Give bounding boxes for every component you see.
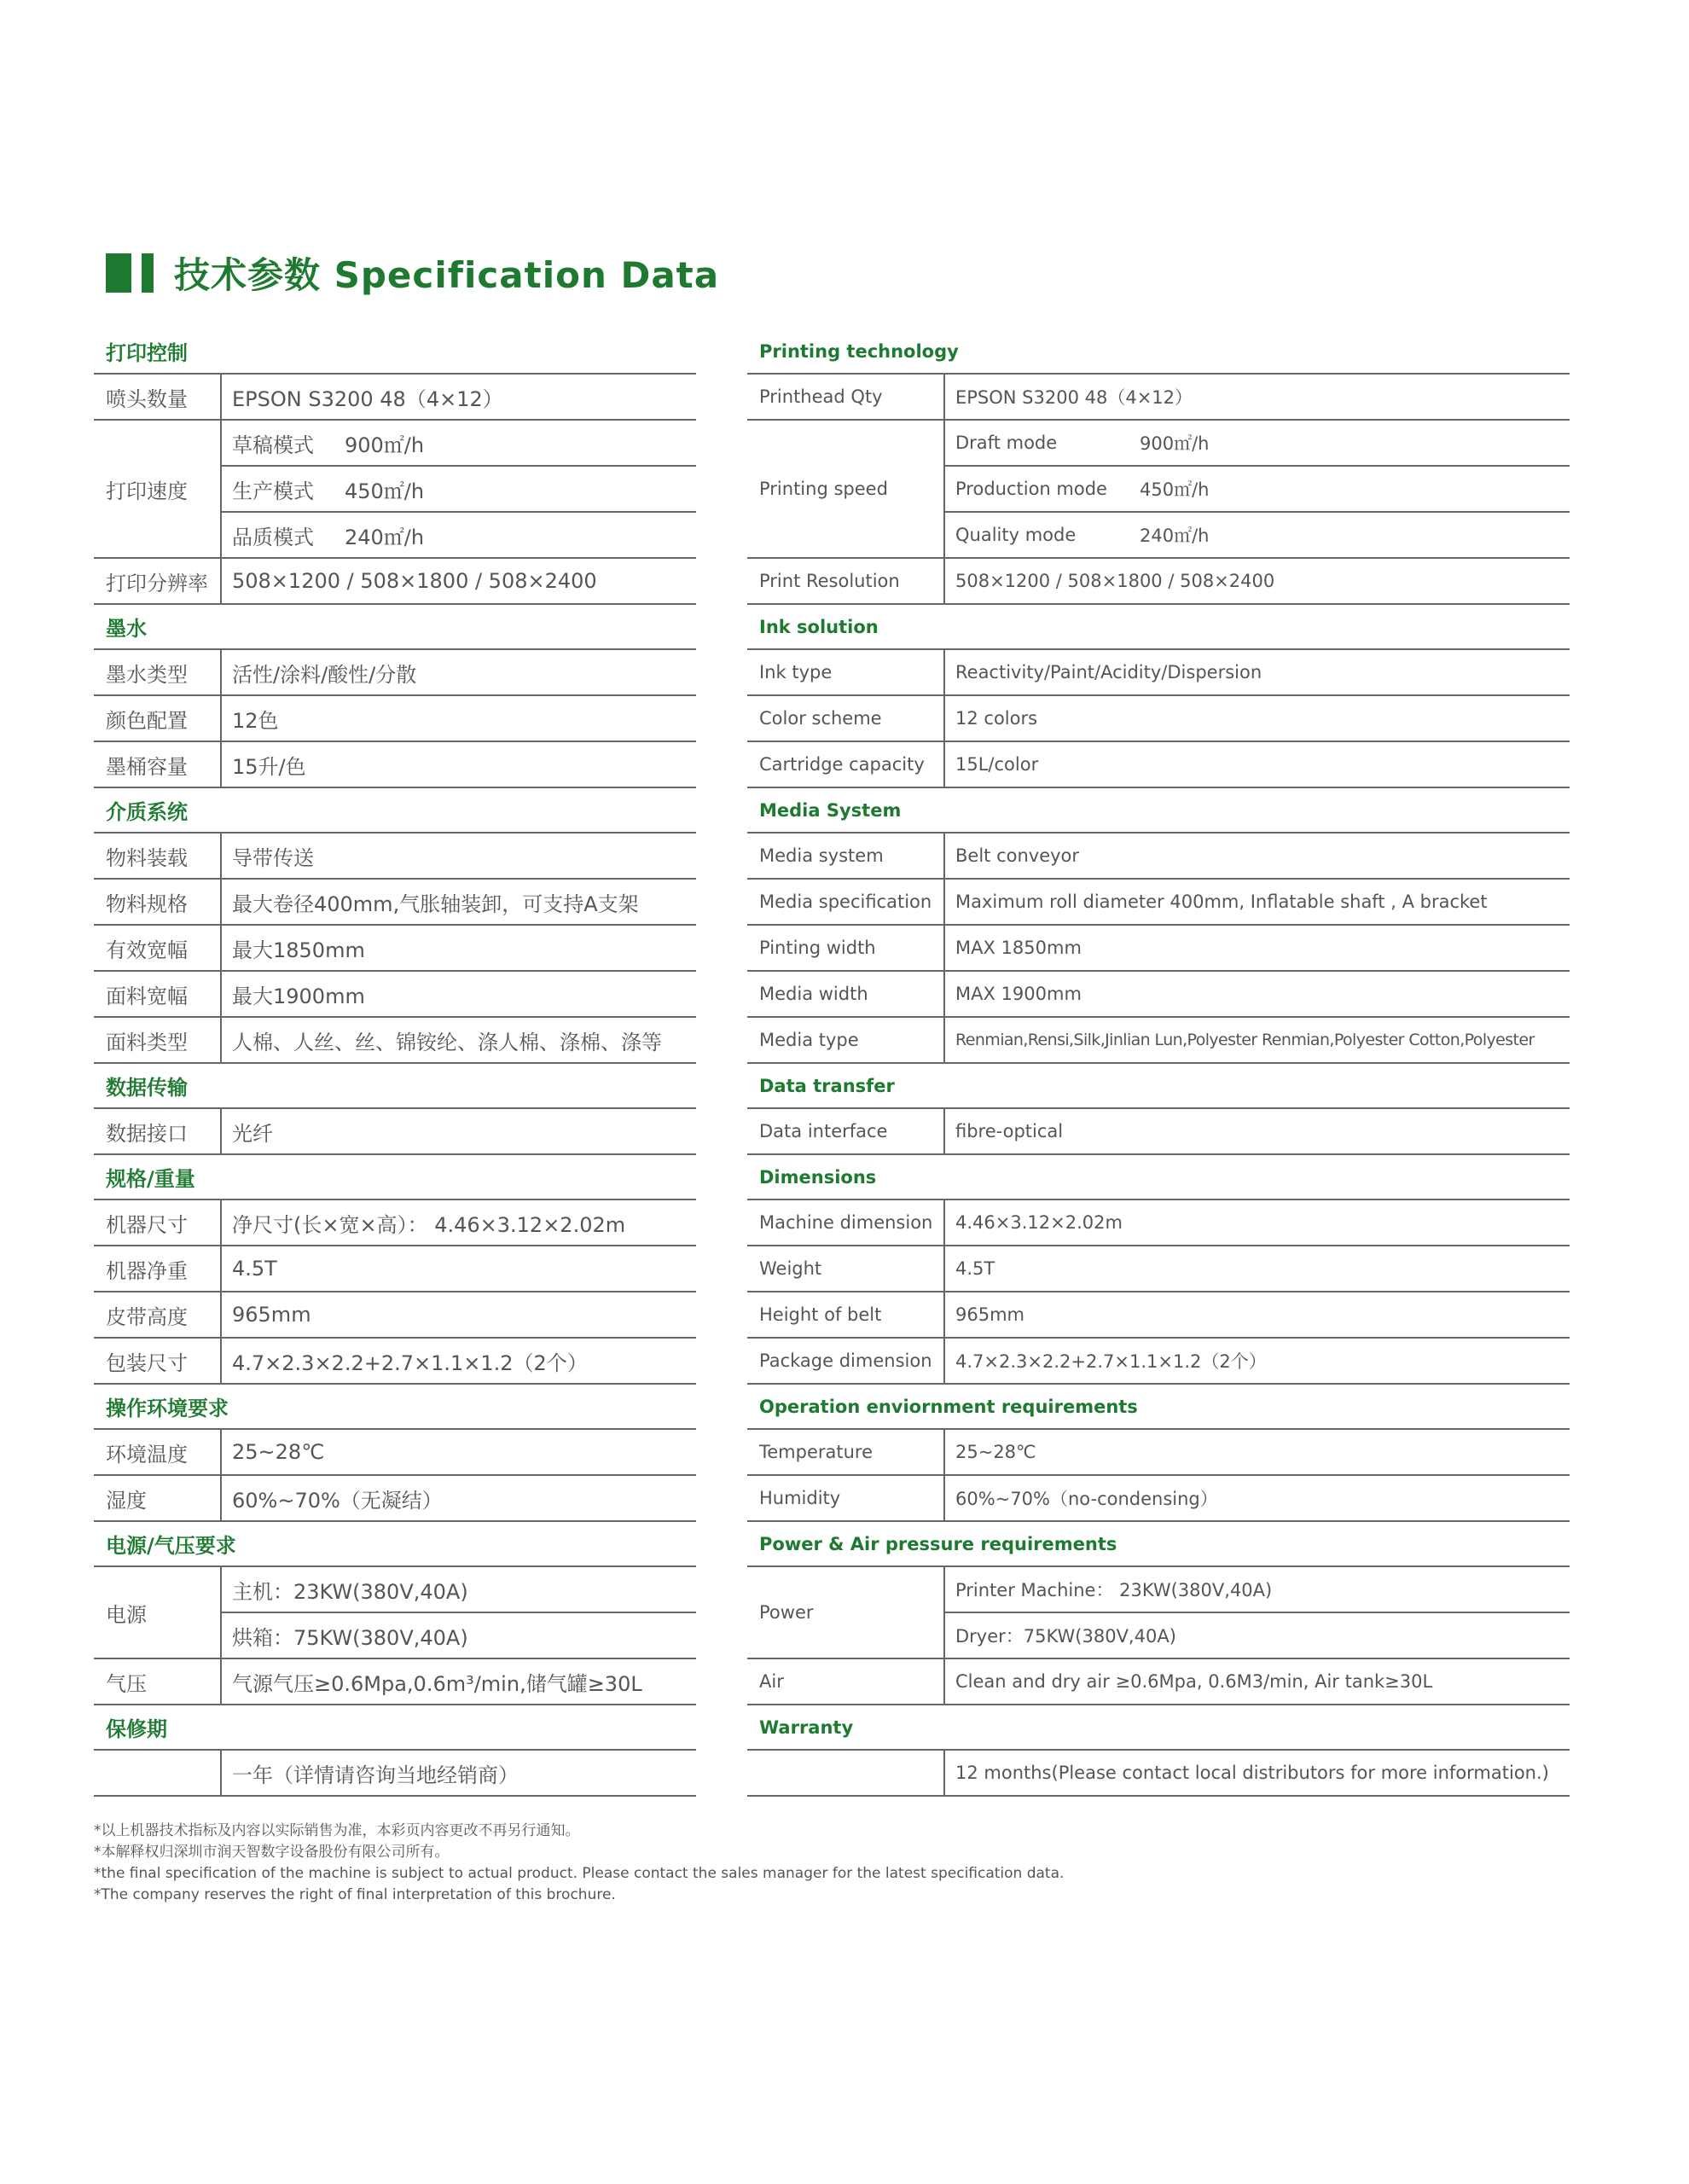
table-row — [747, 375, 1570, 421]
table-row — [747, 1109, 1570, 1155]
row-label: Media type — [747, 1018, 945, 1062]
table-row — [94, 1109, 696, 1155]
row-value: EPSON S3200 48（4×12） — [232, 386, 503, 411]
row-label: 面料宽幅 — [94, 972, 222, 1016]
mode-value: 240㎡/h — [1140, 526, 1210, 546]
row-value: 965mm — [232, 1303, 311, 1327]
table-row — [94, 1200, 696, 1246]
row-label: Package dimension — [747, 1339, 945, 1383]
row-label: Color scheme — [747, 696, 945, 741]
table-row — [747, 696, 1570, 742]
table-row — [94, 1339, 696, 1385]
row-value: 12 colors — [955, 708, 1038, 729]
row-value: Maximum roll diameter 400mm, Inflatable shaft , A bracket — [955, 892, 1488, 912]
table-row — [94, 1292, 696, 1339]
table-row — [94, 1751, 696, 1797]
table-row — [94, 1018, 696, 1064]
page-title: 技术参数 Specification Data — [174, 254, 720, 296]
row-label: Humidity — [747, 1476, 945, 1520]
section-heading: 墨水 — [94, 605, 696, 650]
row-label: Printhead Qty — [747, 375, 945, 419]
row-label — [747, 1751, 945, 1795]
row-value: 烘箱：75KW(380V,40A) — [222, 1612, 696, 1658]
mode-name: Quality mode — [955, 525, 1077, 545]
section-heading: Warranty — [747, 1705, 1570, 1751]
speed-mode-row — [945, 421, 1570, 465]
row-value: 一年（详情请咨询当地经销商） — [232, 1763, 519, 1787]
table-row — [94, 972, 696, 1018]
section-heading: Dimensions — [747, 1155, 1570, 1200]
row-label: Ink type — [747, 650, 945, 694]
table-row — [747, 926, 1570, 972]
row-label: 数据接口 — [94, 1109, 222, 1153]
table-row — [94, 1246, 696, 1292]
table-row — [94, 696, 696, 742]
table-row — [94, 742, 696, 788]
row-label: 面料类型 — [94, 1018, 222, 1062]
table-row — [747, 1751, 1570, 1797]
table-row — [747, 421, 1570, 559]
row-value: 15L/color — [955, 754, 1039, 775]
row-value: 人棉、人丝、丝、锦铵纶、涤人棉、涤棉、涤等 — [232, 1030, 662, 1054]
row-value: Printer Machine： 23KW(380V,40A) — [955, 1580, 1273, 1600]
row-label: 机器尺寸 — [94, 1200, 222, 1245]
row-value: 508×1200 / 508×1800 / 508×2400 — [955, 571, 1275, 591]
speed-mode-row — [222, 465, 696, 511]
row-value: Renmian,Rensi,Silk,Jinlian Lun,Polyester Renmian,Polyester Cotton,Polyester — [955, 1031, 1535, 1049]
row-value: 最大1900mm — [232, 984, 365, 1008]
section-heading: Media System — [747, 788, 1570, 834]
mode-name: Draft mode — [955, 433, 1058, 453]
row-value: 25~28℃ — [955, 1442, 1036, 1462]
row-value: 15升/色 — [232, 754, 306, 779]
row-value: 最大1850mm — [232, 938, 365, 962]
row-label: 物料规格 — [94, 880, 222, 924]
table-row — [747, 559, 1570, 605]
row-label: Air — [747, 1659, 945, 1704]
table-row — [94, 421, 696, 559]
mode-value: 450㎡/h — [1140, 479, 1210, 500]
table-row — [747, 1430, 1570, 1476]
section-heading: Power & Air pressure requirements — [747, 1522, 1570, 1567]
row-label: 墨桶容量 — [94, 742, 222, 787]
speed-mode-row — [945, 465, 1570, 511]
row-value: Reactivity/Paint/Acidity/Dispersion — [955, 662, 1262, 682]
row-label: Printing speed — [747, 421, 945, 557]
section-heading: Ink solution — [747, 605, 1570, 650]
section-heading: 规格/重量 — [94, 1155, 696, 1200]
table-row — [747, 1567, 1570, 1659]
table-row — [94, 880, 696, 926]
table-row — [94, 1659, 696, 1705]
mode-name: 生产模式 — [232, 479, 314, 503]
row-value: 60%~70%（no-condensing） — [955, 1489, 1218, 1509]
table-row — [747, 650, 1570, 696]
row-value: 活性/涂料/酸性/分散 — [232, 662, 417, 687]
row-value: MAX 1900mm — [955, 984, 1082, 1004]
footnote: *The company reserves the right of final interpretation of this brochure. — [94, 1886, 616, 1903]
row-label: 机器净重 — [94, 1246, 222, 1291]
row-value: 4.7×2.3×2.2+2.7×1.1×1.2（2个） — [955, 1351, 1267, 1372]
speed-mode-row — [222, 421, 696, 465]
row-label: 气压 — [94, 1659, 222, 1704]
row-label: 包装尺寸 — [94, 1339, 222, 1383]
row-value: 4.46×3.12×2.02m — [955, 1212, 1123, 1233]
row-value: 12 months(Please contact local distributors for more information.) — [955, 1763, 1549, 1783]
row-value: 气源气压≥0.6Mpa,0.6m³/min,储气罐≥30L — [232, 1671, 642, 1696]
mode-value: 240㎡/h — [345, 525, 425, 549]
row-label: 电源 — [94, 1567, 222, 1658]
row-value: MAX 1850mm — [955, 938, 1082, 958]
row-label: 皮带高度 — [94, 1292, 222, 1337]
row-label: Cartridge capacity — [747, 742, 945, 787]
table-row — [747, 880, 1570, 926]
table-row — [94, 375, 696, 421]
row-label: Pinting width — [747, 926, 945, 970]
row-label: Media width — [747, 972, 945, 1016]
table-row — [747, 1476, 1570, 1522]
section-heading: Printing technology — [747, 329, 1570, 375]
row-value: 965mm — [955, 1304, 1024, 1325]
mode-value: 450㎡/h — [345, 479, 425, 503]
table-row — [747, 1292, 1570, 1339]
row-label: Weight — [747, 1246, 945, 1291]
speed-mode-row — [945, 511, 1570, 557]
row-label: Media specification — [747, 880, 945, 924]
row-label: 颜色配置 — [94, 696, 222, 741]
row-label: Machine dimension — [747, 1200, 945, 1245]
row-value: 导带传送 — [232, 845, 314, 870]
section-heading: 打印控制 — [94, 329, 696, 375]
row-value: 25~28℃ — [232, 1440, 325, 1464]
footnote: *the final specification of the machine is subject to actual product. Please contact the sales manager for the latest specification data. — [94, 1865, 1065, 1882]
row-value: Belt conveyor — [955, 845, 1080, 866]
mode-value: 900㎡/h — [1140, 433, 1210, 454]
row-value: fibre-optical — [955, 1121, 1064, 1141]
section-heading: 电源/气压要求 — [94, 1522, 696, 1567]
spec-table-english — [747, 329, 1570, 1797]
footnote: *本解释权归深圳市润天智数字设备股份有限公司所有。 — [94, 1844, 450, 1861]
row-value: 光纤 — [232, 1121, 273, 1146]
row-label: Height of belt — [747, 1292, 945, 1337]
row-label: 墨水类型 — [94, 650, 222, 694]
row-value: EPSON S3200 48（4×12） — [955, 387, 1193, 408]
table-row — [747, 742, 1570, 788]
row-label: Print Resolution — [747, 559, 945, 603]
spec-table-chinese — [94, 329, 696, 1797]
page-title-block — [106, 247, 719, 299]
mode-name: 品质模式 — [232, 525, 314, 549]
table-row — [94, 834, 696, 880]
table-row — [94, 1567, 696, 1659]
section-heading: 数据传输 — [94, 1064, 696, 1109]
row-label: Media system — [747, 834, 945, 878]
row-value: 4.7×2.3×2.2+2.7×1.1×1.2（2个） — [232, 1350, 588, 1375]
table-row — [747, 1200, 1570, 1246]
mode-name: Production mode — [955, 479, 1107, 499]
footnotes — [94, 1821, 1064, 1906]
table-row — [747, 834, 1570, 880]
table-row — [747, 1018, 1570, 1064]
section-heading: 操作环境要求 — [94, 1385, 696, 1430]
row-value: 60%~70%（无凝结） — [232, 1488, 443, 1513]
row-label: Data interface — [747, 1109, 945, 1153]
table-row — [747, 1339, 1570, 1385]
section-heading: 保修期 — [94, 1705, 696, 1751]
row-value: Dryer：75KW(380V,40A) — [945, 1612, 1570, 1658]
mode-value: 900㎡/h — [345, 433, 425, 457]
row-value: 最大卷径400mm,气胀轴装卸，可支持A支架 — [232, 892, 639, 916]
table-row — [94, 559, 696, 605]
row-value: 净尺寸(长×宽×高）： 4.46×3.12×2.02m — [232, 1212, 626, 1237]
row-value: Clean and dry air ≥0.6Mpa, 0.6M3/min, Air tank≥30L — [955, 1671, 1433, 1692]
section-heading: 介质系统 — [94, 788, 696, 834]
table-row — [747, 1246, 1570, 1292]
footnote: *以上机器技术指标及内容以实际销售为准，本彩页内容更改不再另行通知。 — [94, 1822, 580, 1839]
row-value: 508×1200 / 508×1800 / 508×2400 — [232, 569, 597, 593]
table-row — [94, 1430, 696, 1476]
row-label: 环境温度 — [94, 1430, 222, 1474]
row-label: 打印分辨率 — [94, 559, 222, 603]
row-label: 打印速度 — [94, 421, 222, 557]
row-label: 物料装载 — [94, 834, 222, 878]
row-value: 12色 — [232, 708, 279, 733]
row-label: 喷头数量 — [94, 375, 222, 419]
row-label: Power — [747, 1567, 945, 1658]
section-heading: Operation enviornment requirements — [747, 1385, 1570, 1430]
title-bars-icon — [106, 253, 154, 293]
table-row — [94, 650, 696, 696]
row-label — [94, 1751, 222, 1795]
row-value: 主机：23KW(380V,40A) — [232, 1579, 468, 1604]
row-label: 湿度 — [94, 1476, 222, 1520]
mode-name: 草稿模式 — [232, 433, 314, 457]
row-value: 4.5T — [232, 1257, 277, 1281]
table-row — [747, 972, 1570, 1018]
row-value: 4.5T — [955, 1258, 995, 1279]
table-row — [94, 1476, 696, 1522]
speed-mode-row — [222, 511, 696, 557]
section-heading: Data transfer — [747, 1064, 1570, 1109]
row-label: Temperature — [747, 1430, 945, 1474]
row-label: 有效宽幅 — [94, 926, 222, 970]
table-row — [747, 1659, 1570, 1705]
table-row — [94, 926, 696, 972]
